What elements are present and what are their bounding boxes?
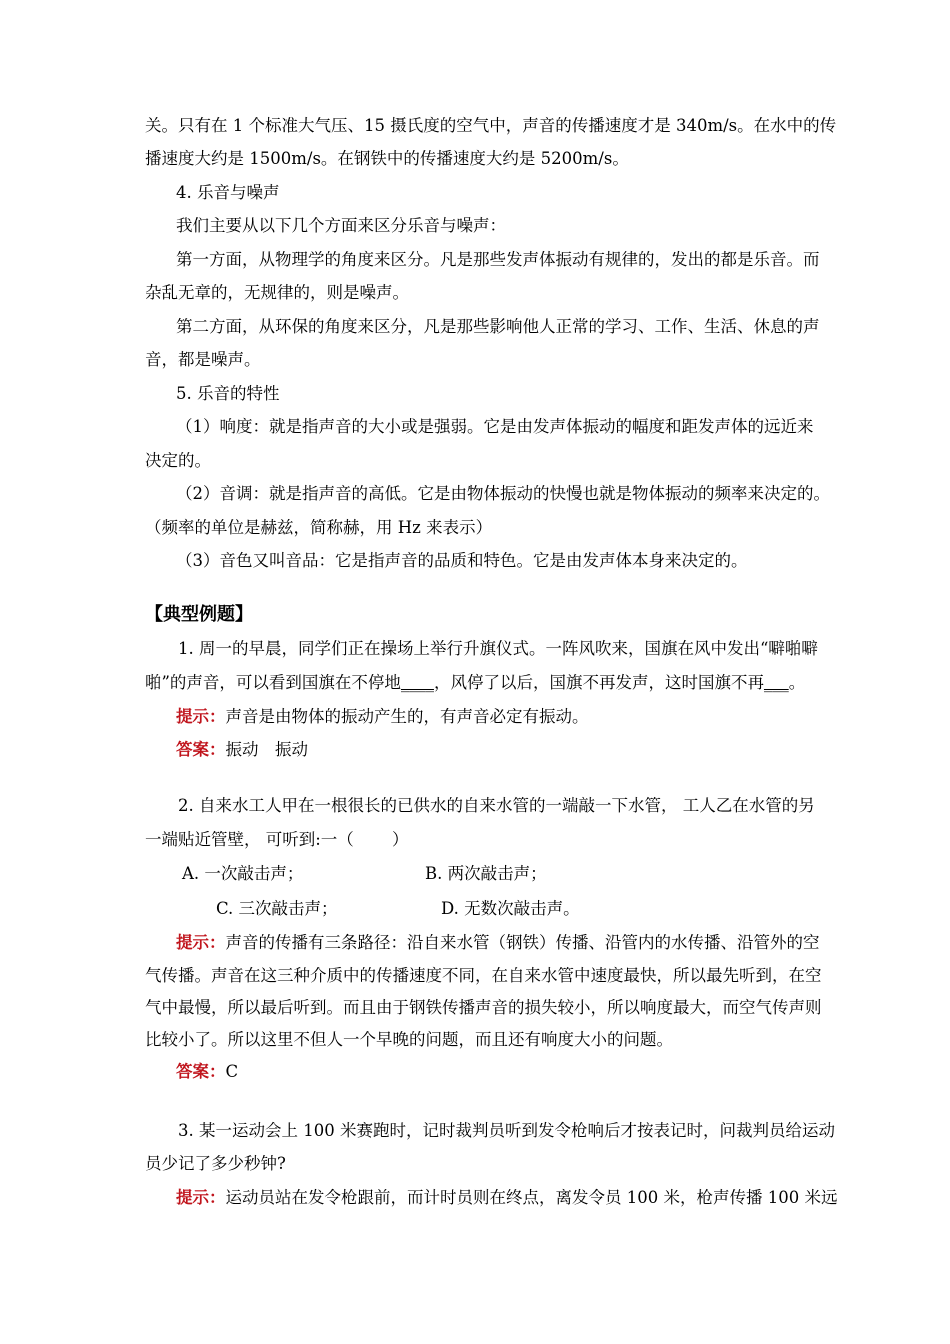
text-line: （2）音调：就是指声音的高低。它是由物体振动的快慢也就是物体振动的频率来决定的。: [176, 484, 830, 503]
hint-text: 运动员站在发令枪跟前，而计时员则在终点，离发令员 100 米，枪声传播 100 米远: [225, 1188, 838, 1207]
q1-line2: [145, 672, 815, 694]
answer-label: 答案：: [176, 1062, 226, 1081]
text-line: （3）音色又叫音品：它是指声音的品质和特色。它是由发声体本身来决定的。: [176, 551, 748, 570]
q2-line1: 2. 自来水工人甲在一根很长的已供水的自来水管的一端敲一下水管， 工人乙在水管的另: [178, 796, 815, 815]
q3-line2: 员少记了多少秒钟?: [145, 1154, 286, 1173]
q1-text-b: ，风停了以后，国旗不再发声，这时国旗不再: [433, 673, 764, 692]
hint-label: 提示：: [176, 707, 226, 726]
answer-label: 答案：: [176, 740, 226, 759]
q1-answer: [176, 739, 846, 761]
text-line: （1）响度：就是指声音的大小或是强弱。它是由发声体振动的幅度和距发声体的远近来: [176, 417, 814, 436]
hint-text: 声音的传播有三条路径：沿自来水管（钢铁）传播、沿管内的水传播、沿管外的空: [225, 933, 820, 952]
q1-text-a: 啪”的声音，可以看到国旗在不停地: [145, 673, 401, 692]
text-line: 音，都是噪声。: [145, 350, 261, 369]
q1-blank-2: ___: [763, 673, 789, 692]
q2-option-c: C. 三次敲击声；: [216, 899, 338, 918]
q2-option-b: B. 两次敲击声；: [425, 864, 547, 883]
hint-text: 声音是由物体的振动产生的，有声音必定有振动。: [225, 707, 589, 726]
text-line: 我们主要从以下几个方面来区分乐音与噪声：: [176, 216, 506, 235]
q2-hint-line: 比较小了。所以这里不但人一个早晚的问题，而且还有响度大小的问题。: [145, 1030, 673, 1049]
q2-line2: 一端贴近管壁， 可听到:一（ ）: [145, 830, 409, 849]
section-heading-5: 5. 乐音的特性: [176, 384, 280, 403]
examples-heading: 【典型例题】: [145, 604, 253, 625]
text-line: 第一方面，从物理学的角度来区分。凡是那些发声体振动有规律的，发出的都是乐音。而: [176, 250, 820, 269]
hint-label: 提示：: [176, 1188, 226, 1207]
text-line: 决定的。: [145, 451, 211, 470]
section-heading-4: 4. 乐音与噪声: [176, 183, 280, 202]
q2-answer: [176, 1061, 846, 1083]
text-line: 杂乱无章的，无规律的，则是噪声。: [145, 283, 409, 302]
q2-hint: [176, 932, 846, 954]
q1-text-c: 。: [788, 673, 806, 692]
answer-text: 振动 振动: [225, 740, 308, 759]
text-line: （频率的单位是赫兹，简称赫，用 Hz 来表示）: [145, 518, 493, 537]
text-line: 播速度大约是 1500m/s。在钢铁中的传播速度大约是 5200m/s。: [145, 149, 629, 168]
q2-hint-line: 气传播。声音在这三种介质中的传播速度不同，在自来水管中速度最快，所以最先听到，在空: [145, 966, 822, 985]
q3-line1: 3. 某一运动会上 100 米赛跑时，记时裁判员听到发令枪响后才按表记时，问裁判员给运动: [178, 1121, 835, 1140]
text-line: 第二方面，从环保的角度来区分，凡是那些影响他人正常的学习、工作、生活、休息的声: [176, 317, 820, 336]
q3-hint: [176, 1187, 846, 1209]
answer-text: C: [225, 1062, 239, 1081]
text-line: 关。只有在 1 个标准大气压、15 摄氏度的空气中，声音的传播速度才是 340m/s。在水中的传: [145, 116, 837, 135]
q2-option-a: A. 一次敲击声；: [182, 864, 304, 883]
q2-hint-line: 气中最慢，所以最后听到。而且由于钢铁传播声音的损失较小，所以响度最大，而空气传声则: [145, 998, 822, 1017]
hint-label: 提示：: [176, 933, 226, 952]
q2-option-d: D. 无数次敲击声。: [441, 899, 580, 918]
q1-line1: 1. 周一的早晨，同学们正在操场上举行升旗仪式。一阵风吹来，国旗在风中发出“噼啪噼: [178, 639, 818, 658]
q1-blank-1: ____: [400, 673, 434, 692]
q1-hint: [176, 706, 846, 728]
